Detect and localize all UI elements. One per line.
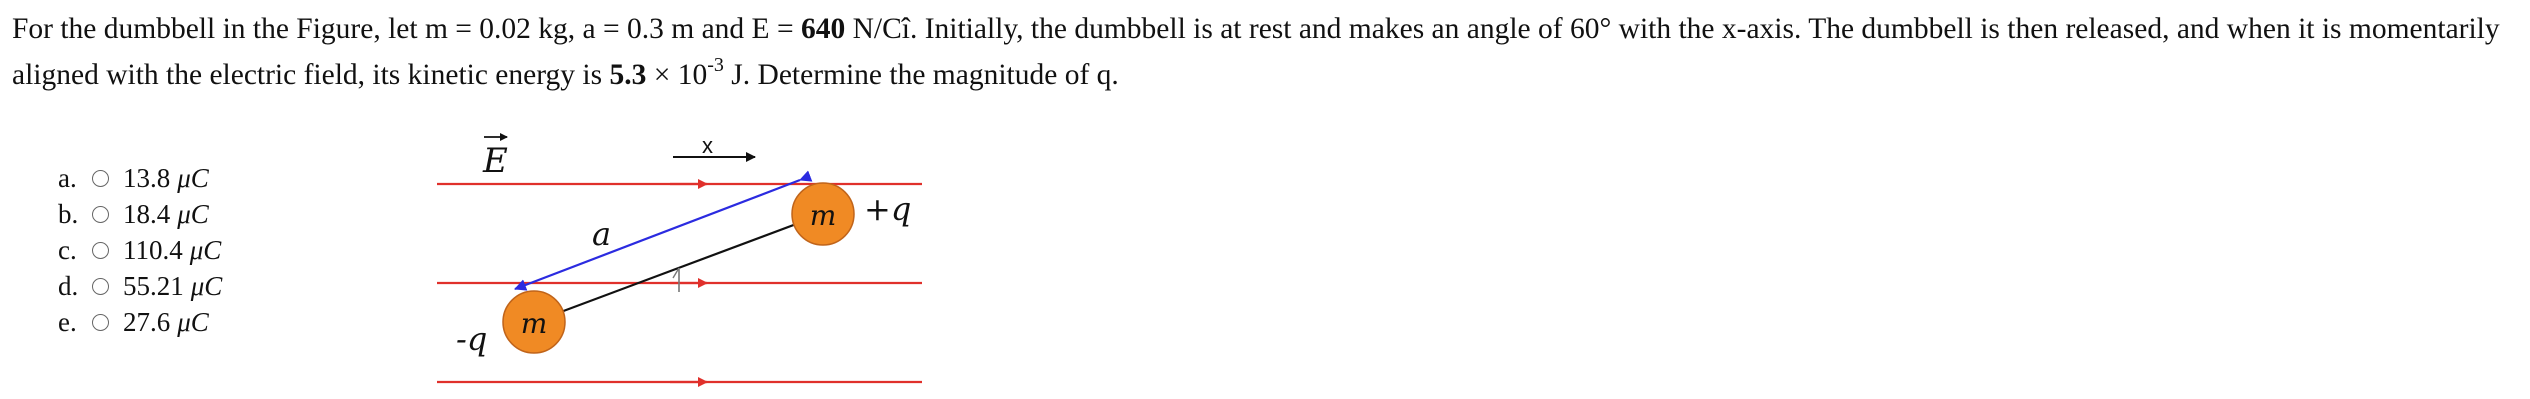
option-unit: μC — [177, 198, 209, 229]
field-strength-value: 640 — [800, 13, 846, 45]
exponent: -3 — [707, 54, 724, 77]
option-value: 27.6 — [123, 306, 171, 337]
option-letter: a. — [58, 162, 77, 193]
option-letter: e. — [58, 306, 77, 337]
length-label: a — [592, 215, 612, 253]
positive-mass — [792, 183, 854, 245]
option-value: 110.4 — [123, 234, 183, 265]
positive-charge-label: +q — [864, 190, 912, 228]
x-axis-indicator — [673, 133, 755, 158]
negative-charge-label: -q — [456, 320, 488, 358]
option-value: 18.4 — [123, 198, 171, 229]
kinetic-energy-value: 5.3 — [609, 59, 647, 91]
option-value: 13.8 — [123, 162, 171, 193]
option-letter: d. — [58, 270, 79, 301]
negative-mass — [503, 291, 565, 353]
mass-label: m — [809, 199, 837, 232]
option-unit: μC — [177, 306, 209, 337]
question-part-1: For the dumbbell in the Figure, let m = 0.02 kg, a = 0.3 m and E = — [12, 13, 801, 45]
option-unit: μC — [189, 234, 222, 265]
length-arrow — [515, 180, 800, 289]
field-label — [482, 137, 508, 181]
question-part-3: × 10 — [646, 59, 708, 91]
field-symbol: E — [483, 141, 508, 181]
option-value: 55.21 — [123, 270, 184, 301]
mass-label: m — [520, 307, 548, 340]
option-letter: b. — [58, 198, 79, 229]
option-letter: c. — [58, 234, 77, 265]
option-unit: μC — [177, 162, 209, 193]
x-axis-label: x — [702, 133, 713, 158]
question-part-2: N/Cî. Initially, the dumbbell is at rest and makes an angle of 60° with the x-axis. The dumbbell is then released, and when it is momentarily aligned with the electric field, its kinetic energy is — [12, 13, 2500, 91]
question-part-4: J. Determine the magnitude of q. — [723, 59, 1119, 91]
option-unit: μC — [190, 270, 223, 301]
